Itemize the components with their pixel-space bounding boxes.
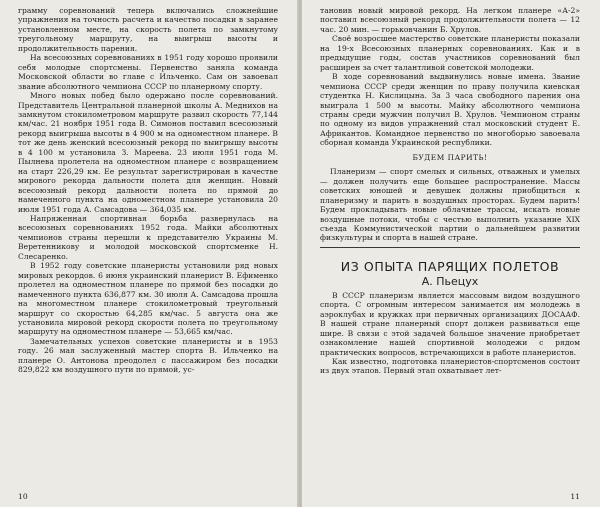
section-divider [320,247,580,248]
paragraph: Планеризм — спорт смелых и сильных, отважных и умелых — должен получить еще большее распространение. Массы советских юношей и девушек должны приобщиться к планеризму и парить в воздушных просторах. Будем парить! Будем прокладывать новые облачные трассы, искать новые воздушные потоки, чтобы с честью выполнить указание XIX съезда Коммунистической партии о дальнейшем развитии физкультуры и спорта в нашей стране. [320,167,580,243]
paragraph: Своё возросшее мастерство советские планеристы показали на 19-х Всесоюзных планерных соревнованиях. Как и в предыдущие годы, состав участников соревнований был расширен за счет талантливой советской молодежи. [320,34,580,72]
right-page [302,0,600,507]
paragraph: Напряженная спортивная борьба развернулась на всесоюзных соревнованиях 1952 года. Майки абсолютных чемпионов страны перешли к представителю Украины М. Веретенникову и молодой московской спортсменке Н. Слесаренко. [18,213,278,261]
paragraph: В ходе соревнований выдвинулись новые имена. Звание чемпиона СССР среди женщин по праву получила киевская студентка Н. Кислицына. За 3 часа свободного парения она выиграла 1 500 м высоты. Майку абсолютного чемпиона страны среди мужчин получил В. Хрулов. Чемпионом страны по одному из видов упражнений стал московский студент Е. Африкантов. Командное первенство по многоборью завоевала сборная команда Украинской республики. [320,72,580,148]
paragraph: Замечательных успехов советские планеристы и в 1953 году. 26 мая заслуженный мастер спорта В. Ильченко на планере О. Антонова преодолел с пассажиром без посадки 829,822 км воздушного пути по прямой, ус- [18,336,278,375]
section-heading: БУДЕМ ПАРИТЬ! [412,152,488,162]
paragraph: В СССР планеризм является массовым видом воздушного спорта. С огромным интересом занимается им молодежь в аэроклубах и кружках при первичных организациях ДОСААФ. В нашей стране планерный спорт должен развиваться еще шире. В связи с этой задачей большое значение приобретает ознакомление нашей спортивной молодежи с рядом практических вопросов, встречающихся в работе планеристов. [320,290,580,357]
page-number: 11 [570,492,580,501]
paragraph: Много новых побед было одержано после соревнований. Представитель Центральной планерной школы А. Меднихов на замкнутом стокилометровом маршруте развил скорость 77,144 км/час. 21 ноября 1951 года В. Симонов поставил всесоюзный рекорд выигрыша высоты в 4 900 м на одноместном планере. В тот же день женский всесоюзный рекорд по выигрышу высоты в 4 100 м установила З. Мареева. 23 июля 1951 года М. Пылнева пролетела на одноместном планере с возвращением на старт 226,29 км. Ее результат зарегистрирован в качестве мирового рекорда дальности полета для женщин. Новый всесоюзный рекорд дальности полета по прямой до намеченного пункта на одноместном планере установила 20 июля 1951 года А. Самсадова — 364,035 км. [18,91,278,214]
paragraph: тановив новый мировой рекорд. На легком планере «А-2» поставил всесоюзный рекорд продолжительности полета — 12 час. 20 мин. — горьковчанин Б. Хрулов. [320,6,580,34]
left-text-column [18,6,278,375]
paragraph: граммy соревнований теперь включались сложнейшие упражнения на точность расчета и качество посадки в заранее установленном месте, на скорость полета по замкнутому треугольному маршруту, на выигрыш высоты и продолжительность парения. [18,6,278,53]
paragraph: Как известно, подготовка планеристов-спортсменов состоит из двух этапов. Первый этап охватывает лет- [320,356,580,376]
section-block [320,167,580,243]
article-author: А. Пьецух [421,275,479,289]
page-number: 10 [18,492,28,501]
left-page [0,0,298,507]
paragraph: В 1952 году советские планеристы установили ряд новых мировых рекордов. 6 июня украинский планерист В. Ефименко пролетел на одноместном планере по прямой без посадки до намеченного пункта 636,877 км. 30 июля А. Самсадова прошла на многоместном планере стокилометровый треугольный маршрут со скоростью 64,285 км/час. 5 августа она же установила мировой рекорд скорости полета по треугольному маршруту на одноместном планере — 53,665 км/час. [18,261,278,337]
right-text-column [320,6,580,376]
paragraph: На всесоюзных соревнованиях в 1951 году хорошо проявили себя молодые спортсмены. Первенство заняла команда Московской области во главе с Ильченко. Сам он завоевал звание абсолютного чемпиона СССР по планерному спорту. [18,53,278,91]
article-title: ИЗ ОПЫТА ПАРЯЩИХ ПОЛЕТОВ [340,258,560,274]
